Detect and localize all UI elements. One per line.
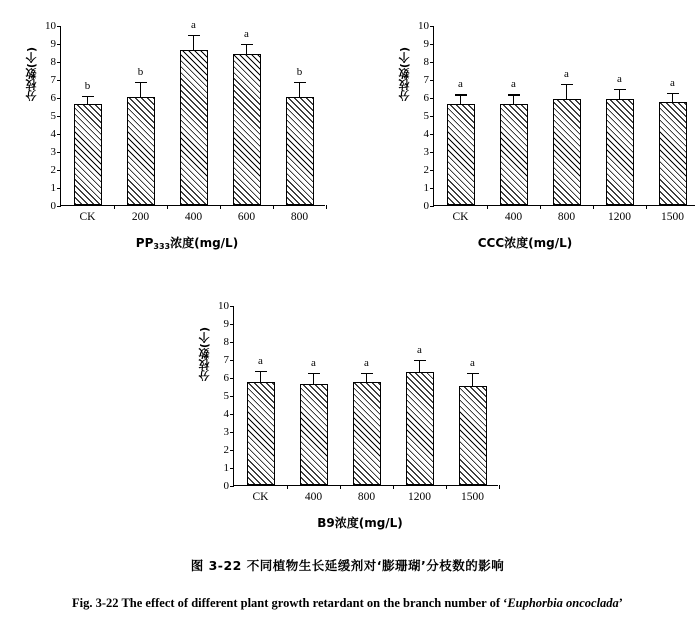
y-axis-tick-label: 3: [50, 146, 56, 158]
y-axis-tick-mark: [57, 116, 61, 117]
caption-en-species: Euphorbia oncoclada: [507, 596, 619, 610]
significance-label: a: [311, 356, 316, 369]
y-axis-tick-mark: [57, 170, 61, 171]
y-axis-tick-mark: [230, 468, 234, 469]
x-axis-tick-mark: [646, 205, 647, 209]
plot-area-ccc: [418, 20, 695, 223]
y-axis-tick-mark: [430, 80, 434, 81]
x-axis-tick-label: 800: [290, 211, 309, 223]
y-axis-tick-label: 6: [50, 92, 56, 104]
significance-label: b: [296, 65, 303, 78]
x-axis-tick-mark: [287, 485, 288, 489]
y-axis-tick-mark: [230, 306, 234, 307]
x-axis-tick-label: 1200: [408, 491, 431, 503]
bar: [553, 99, 581, 205]
x-axis-tick-mark: [487, 205, 488, 209]
x-axis-tick-mark: [326, 205, 327, 209]
bar: [353, 382, 381, 485]
y-axis-tick-mark: [57, 26, 61, 27]
error-bar-cap: [414, 360, 426, 361]
y-axis-tick-mark: [230, 360, 234, 361]
y-axis-tick-label: 6: [423, 92, 429, 104]
y-axis-tick-label: 4: [223, 408, 229, 420]
error-bar-cap: [188, 35, 200, 36]
y-axis-tick-mark: [57, 62, 61, 63]
y-axis-tick-label: 5: [223, 390, 229, 402]
error-bar-cap: [82, 96, 94, 97]
significance-label: a: [244, 28, 249, 40]
x-axis-tick-label: CK: [79, 211, 96, 223]
y-axis-tick-mark: [57, 188, 61, 189]
y-axis-tick-label: 1: [423, 182, 429, 194]
y-axis-tick-mark: [230, 414, 234, 415]
y-axis-tick-label: 0: [423, 200, 429, 212]
figure-caption-english: [0, 596, 695, 611]
y-axis-tick-mark: [430, 152, 434, 153]
significance-label: a: [470, 356, 475, 369]
y-axis-tick-label: 2: [50, 164, 56, 176]
y-axis-tick-label: 3: [423, 146, 429, 158]
error-bar: [472, 373, 473, 387]
x-axis-tick-label: 1500: [461, 491, 484, 503]
error-bar-cap: [308, 373, 320, 374]
y-axis-tick-label: 4: [50, 128, 56, 140]
error-bar-cap: [667, 93, 679, 94]
significance-label: a: [670, 76, 675, 89]
y-axis-tick-label: 7: [223, 354, 229, 366]
y-axis-tick-mark: [230, 396, 234, 397]
y-axis-tick-mark: [430, 188, 434, 189]
y-axis-tick-label: 5: [423, 110, 429, 122]
bar: [659, 102, 687, 205]
plot-area-pp333: [45, 19, 325, 223]
x-axis-label-text-main: B9: [317, 516, 335, 530]
x-axis-tick-label: 200: [131, 211, 150, 223]
error-bar-cap: [455, 94, 467, 95]
x-axis-label-text-rest: 浓度(mg/L): [334, 516, 403, 530]
error-bar-cap: [561, 84, 573, 85]
error-bar: [460, 94, 461, 105]
bar: [247, 382, 275, 485]
y-axis-tick-label: 10: [218, 300, 229, 312]
y-axis-tick-label: 7: [423, 74, 429, 86]
chart-b9: [195, 292, 525, 530]
error-bar: [313, 373, 314, 386]
significance-label: b: [137, 65, 144, 78]
error-bar-cap: [614, 89, 626, 90]
x-axis-tick-label: 800: [357, 491, 376, 503]
caption-en-prefix: Fig. 3-22 The effect of different plant growth retardant on the branch number of ‘: [72, 596, 508, 610]
bar: [500, 104, 528, 205]
error-bar-cap: [241, 44, 253, 45]
error-bar-cap: [135, 82, 147, 83]
error-bar-cap: [467, 373, 479, 374]
y-axis-tick-mark: [230, 324, 234, 325]
error-bar: [87, 96, 88, 105]
chart-pp333: [22, 12, 352, 251]
y-axis-tick-label: 1: [50, 182, 56, 194]
y-axis-tick-mark: [430, 116, 434, 117]
x-axis-tick-mark: [167, 205, 168, 209]
x-axis-tick-label: 1200: [608, 211, 631, 223]
error-bar-cap: [361, 373, 373, 374]
error-bar: [672, 93, 673, 104]
figure-caption-chinese: 图 3-22 不同植物生长延缓剂对‘膨珊瑚’分枝数的影响: [190, 558, 505, 573]
plot-area-b9: [218, 300, 498, 503]
x-axis-tick-label: CK: [452, 211, 469, 223]
error-bar: [246, 44, 247, 55]
y-axis-tick-label: 9: [50, 38, 56, 50]
significance-label: a: [458, 78, 463, 91]
y-axis-tick-label: 1: [223, 462, 229, 474]
x-axis-tick-label: 1500: [661, 211, 684, 223]
bar: [300, 384, 328, 485]
x-axis-tick-label: CK: [252, 491, 269, 503]
significance-label: a: [564, 67, 569, 80]
error-bar-cap: [508, 94, 520, 95]
error-bar: [513, 94, 514, 105]
bar: [74, 104, 102, 205]
y-axis-tick-mark: [230, 486, 234, 487]
x-axis-tick-mark: [340, 485, 341, 489]
x-axis-tick-mark: [540, 205, 541, 209]
y-axis-tick-label: 0: [223, 480, 229, 492]
error-bar: [193, 35, 194, 51]
y-axis-tick-label: 0: [50, 200, 56, 212]
error-bar: [299, 82, 300, 98]
y-axis-tick-mark: [430, 134, 434, 135]
x-axis-tick-label: 400: [184, 211, 203, 223]
y-axis-tick-mark: [57, 98, 61, 99]
y-axis-tick-mark: [230, 342, 234, 343]
x-axis-tick-label: 400: [504, 211, 523, 223]
significance-label: b: [84, 80, 91, 93]
error-bar: [260, 371, 261, 384]
y-axis-tick-label: 2: [423, 164, 429, 176]
y-axis-tick-label: 10: [45, 20, 56, 32]
y-axis-label-b9: 分枝数(个): [198, 327, 211, 382]
x-axis-label-text-main: CCC: [477, 236, 505, 250]
y-axis-tick-mark: [57, 134, 61, 135]
y-axis-tick-label: 5: [50, 110, 56, 122]
error-bar: [566, 84, 567, 100]
y-axis-tick-label: 9: [423, 38, 429, 50]
y-axis-tick-mark: [430, 206, 434, 207]
x-axis-tick-mark: [393, 485, 394, 489]
x-axis-label-text-rest: 浓度(mg/L): [504, 236, 573, 250]
x-axis-label-pp333: [22, 234, 352, 251]
significance-label: a: [417, 344, 422, 356]
y-axis-tick-mark: [430, 98, 434, 99]
x-axis-label-b9: [195, 514, 525, 531]
y-axis-tick-label: 4: [423, 128, 429, 140]
y-axis-tick-mark: [430, 26, 434, 27]
bar: [180, 50, 208, 205]
chart-ccc: [395, 12, 695, 250]
bar: [459, 386, 487, 485]
x-axis-label-ccc: [375, 234, 675, 251]
error-bar-cap: [294, 82, 306, 83]
x-axis-label-text-main: PP: [135, 236, 154, 250]
y-axis-tick-label: 9: [223, 318, 229, 330]
y-axis-tick-label: 10: [418, 20, 429, 32]
x-axis-tick-mark: [499, 485, 500, 489]
error-bar: [419, 360, 420, 373]
y-axis-tick-mark: [57, 152, 61, 153]
y-axis-tick-mark: [57, 80, 61, 81]
y-axis-tick-mark: [57, 44, 61, 45]
significance-label: a: [617, 73, 622, 85]
x-axis-tick-label: 800: [557, 211, 576, 223]
y-axis-tick-label: 8: [423, 56, 429, 68]
y-axis-tick-label: 7: [50, 74, 56, 86]
bar: [127, 97, 155, 205]
x-axis-tick-mark: [593, 205, 594, 209]
bar: [233, 54, 261, 205]
error-bar: [140, 82, 141, 98]
bar: [447, 104, 475, 205]
x-axis-tick-mark: [273, 205, 274, 209]
y-axis-tick-mark: [57, 206, 61, 207]
x-axis-tick-label: 600: [237, 211, 256, 223]
caption-en-suffix: ’: [618, 596, 623, 610]
x-axis-tick-mark: [446, 485, 447, 489]
y-axis-tick-mark: [430, 44, 434, 45]
significance-label: a: [511, 78, 516, 91]
x-axis-label-sub: 333: [153, 242, 171, 251]
y-axis-label-pp333: 分枝数(个): [25, 47, 38, 102]
y-axis-tick-mark: [230, 432, 234, 433]
error-bar: [619, 89, 620, 100]
significance-label: a: [364, 356, 369, 369]
error-bar: [366, 373, 367, 384]
bar: [406, 372, 434, 485]
y-axis-tick-mark: [230, 378, 234, 379]
x-axis-tick-mark: [220, 205, 221, 209]
x-axis-label-text-rest: 浓度(mg/L): [170, 236, 239, 250]
y-axis-tick-mark: [430, 62, 434, 63]
x-axis-tick-label: 400: [304, 491, 323, 503]
y-axis-tick-label: 8: [50, 56, 56, 68]
bar: [606, 99, 634, 205]
error-bar-cap: [255, 371, 267, 372]
y-axis-tick-label: 8: [223, 336, 229, 348]
y-axis-tick-label: 3: [223, 426, 229, 438]
y-axis-label-ccc: 分枝数(个): [398, 47, 411, 102]
y-axis-tick-label: 6: [223, 372, 229, 384]
significance-label: a: [191, 19, 196, 31]
bar: [286, 97, 314, 205]
y-axis-tick-mark: [430, 170, 434, 171]
y-axis-tick-label: 2: [223, 444, 229, 456]
x-axis-tick-mark: [114, 205, 115, 209]
y-axis-tick-mark: [230, 450, 234, 451]
significance-label: a: [258, 354, 263, 367]
